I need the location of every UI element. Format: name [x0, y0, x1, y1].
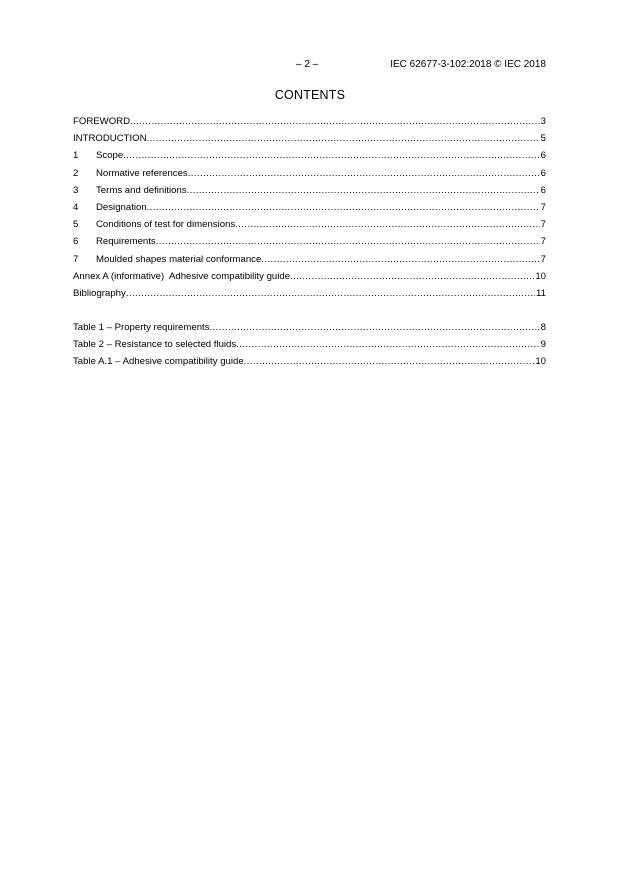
toc-entry-label: Annex A (informative) Adhesive compatibility guide	[73, 270, 291, 282]
toc-entry-label: Requirements	[96, 236, 156, 248]
toc-entry-annex-a[interactable]	[73, 268, 546, 285]
toc-entry-label: Bibliography	[73, 287, 126, 299]
toc-entry-page: 6	[540, 167, 546, 179]
toc-entry-number: 1	[73, 150, 79, 162]
toc-entry-normative-references[interactable]	[73, 165, 546, 182]
table-entry-label: Table 2 – Resistance to selected fluids	[73, 339, 237, 351]
dot-leader	[235, 216, 539, 233]
toc-entry-page: 6	[540, 150, 546, 162]
toc-entry-label: INTRODUCTION	[73, 133, 147, 145]
toc-entry-page: 7	[540, 219, 546, 231]
toc-entry-page: 5	[540, 133, 546, 145]
dot-leader	[147, 199, 540, 216]
toc-entry-label: Scope	[96, 150, 124, 162]
dot-leader	[188, 165, 540, 182]
dot-leader	[156, 233, 540, 250]
list-of-tables	[73, 319, 546, 371]
dot-leader	[187, 182, 540, 199]
table-entry-adhesive-compatibility[interactable]	[73, 353, 546, 370]
toc-entry-label: Moulded shapes material conformance	[96, 253, 262, 265]
toc-entry-number: 2	[73, 167, 79, 179]
table-entry-page: 10	[535, 356, 546, 368]
page-title: CONTENTS	[274, 88, 346, 102]
toc-entry-number: 3	[73, 184, 79, 196]
toc-entry-page: 10	[535, 270, 546, 282]
toc-entry-number: 5	[73, 219, 79, 231]
toc-entry-designation[interactable]	[73, 199, 546, 216]
toc-entry-page: 3	[540, 116, 546, 127]
table-entry-label: Table A.1 – Adhesive compatibility guide	[73, 356, 244, 368]
toc-entry-number: 4	[73, 201, 79, 213]
toc-entry-page: 11	[536, 287, 546, 299]
dot-leader	[130, 113, 540, 130]
toc-entry-number: 6	[73, 236, 79, 248]
table-entry-label: Table 1 – Property requirements	[73, 322, 210, 333]
dot-leader	[290, 268, 534, 285]
toc-entry-bibliography[interactable]	[73, 285, 546, 302]
dot-leader	[261, 251, 539, 268]
dot-leader	[126, 285, 535, 302]
dot-leader	[210, 319, 540, 336]
document-reference: IEC 62677-3-102:2018 © IEC 2018	[390, 59, 546, 70]
dot-leader	[244, 353, 535, 370]
toc-entry-scope[interactable]	[73, 147, 546, 164]
toc-entry-page: 7	[540, 201, 546, 213]
toc-entry-page: 7	[540, 236, 546, 248]
toc-entry-label: Terms and definitions	[96, 184, 187, 196]
toc-entry-conditions-of-test[interactable]	[73, 216, 546, 233]
table-of-contents	[73, 113, 546, 302]
toc-entry-label: Normative references	[96, 167, 188, 179]
toc-entry-foreword[interactable]	[73, 113, 546, 130]
toc-entry-label: FOREWORD	[73, 116, 131, 127]
toc-entry-label: Designation	[96, 201, 147, 213]
toc-entry-requirements[interactable]	[73, 233, 546, 250]
toc-entry-label: Conditions of test for dimensions	[96, 219, 236, 231]
page-header	[0, 59, 620, 73]
table-entry-page: 9	[540, 339, 546, 351]
toc-entry-moulded-shapes[interactable]	[73, 251, 546, 268]
toc-entry-introduction[interactable]	[73, 130, 546, 147]
table-entry-property-requirements[interactable]	[73, 319, 546, 336]
table-entry-page: 8	[540, 322, 546, 333]
page-number: – 2 –	[296, 59, 319, 70]
dot-leader	[123, 147, 539, 164]
toc-entry-number: 7	[73, 253, 79, 265]
toc-entry-terms-and-definitions[interactable]	[73, 182, 546, 199]
table-entry-resistance-to-fluids[interactable]	[73, 336, 546, 353]
dot-leader	[236, 336, 539, 353]
dot-leader	[147, 130, 540, 147]
toc-entry-page: 6	[540, 184, 546, 196]
toc-entry-page: 7	[540, 253, 546, 265]
